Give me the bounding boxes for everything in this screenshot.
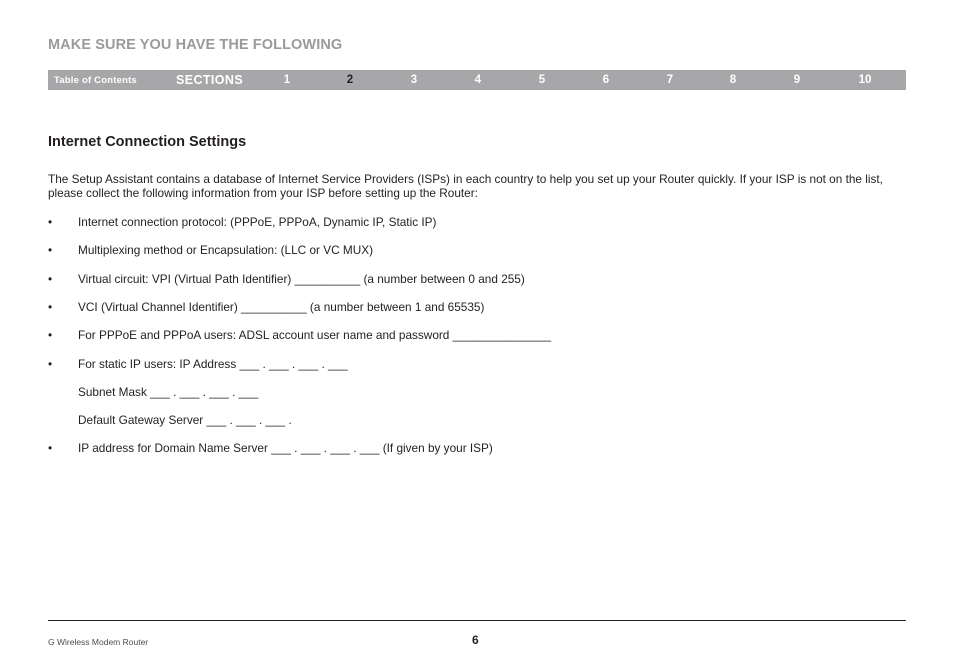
section-link-10[interactable]: 10 bbox=[858, 74, 872, 86]
bullet: • bbox=[48, 300, 53, 314]
bullet: • bbox=[48, 357, 53, 371]
page-number: 6 bbox=[472, 633, 479, 647]
section-link-7[interactable]: 7 bbox=[666, 74, 674, 86]
list-item-text: IP address for Domain Name Server ___ . ___ . ___ . ___ (If given by your ISP) bbox=[78, 441, 493, 455]
section-link-4[interactable]: 4 bbox=[474, 74, 482, 86]
section-link-9[interactable]: 9 bbox=[793, 74, 801, 86]
list-item-text: Virtual circuit: VPI (Virtual Path Identifier) __________ (a number between 0 and 255) bbox=[78, 272, 525, 286]
footer-divider bbox=[48, 620, 906, 621]
sections-label: SECTIONS bbox=[176, 73, 244, 87]
table-of-contents-link[interactable]: Table of Contents bbox=[54, 75, 137, 86]
intro-paragraph: The Setup Assistant contains a database of Internet Service Providers (ISPs) in each country to help you set up your Router quickly. If your ISP is not on the list, please collect the following information from your ISP before setting up the Router: bbox=[48, 172, 883, 200]
list-item-text: For PPPoE and PPPoA users: ADSL account user name and password _______________ bbox=[78, 328, 552, 342]
section-link-1[interactable]: 1 bbox=[283, 74, 291, 86]
bullet: • bbox=[48, 243, 53, 257]
bullet: • bbox=[48, 328, 53, 342]
bullet: • bbox=[48, 441, 53, 455]
list-item-text: Internet connection protocol: (PPPoE, PPPoA, Dynamic IP, Static IP) bbox=[78, 215, 437, 229]
list-item-text: Subnet Mask ___ . ___ . ___ . ___ bbox=[78, 385, 259, 399]
section-link-6[interactable]: 6 bbox=[602, 74, 610, 86]
section-title: Internet Connection Settings bbox=[48, 134, 247, 150]
list-item-text: VCI (Virtual Channel Identifier) __________ (a number between 1 and 65535) bbox=[78, 300, 485, 314]
footer-product-name: G Wireless Modem Router bbox=[48, 637, 149, 647]
section-link-8[interactable]: 8 bbox=[729, 74, 737, 86]
section-link-5[interactable]: 5 bbox=[538, 74, 546, 86]
section-link-3[interactable]: 3 bbox=[410, 74, 418, 86]
list-item-text: Default Gateway Server ___ . ___ . ___ . bbox=[78, 413, 292, 427]
list-item-text: Multiplexing method or Encapsulation: (LLC or VC MUX) bbox=[78, 243, 374, 257]
section-navigation-bar bbox=[48, 70, 906, 90]
list-item-text: For static IP users: IP Address ___ . ___ . ___ . ___ bbox=[78, 357, 348, 371]
bullet: • bbox=[48, 272, 53, 286]
page-header-title: MAKE SURE YOU HAVE THE FOLLOWING bbox=[48, 37, 343, 53]
bullet: • bbox=[48, 215, 53, 229]
section-link-2-current[interactable]: 2 bbox=[346, 74, 354, 86]
